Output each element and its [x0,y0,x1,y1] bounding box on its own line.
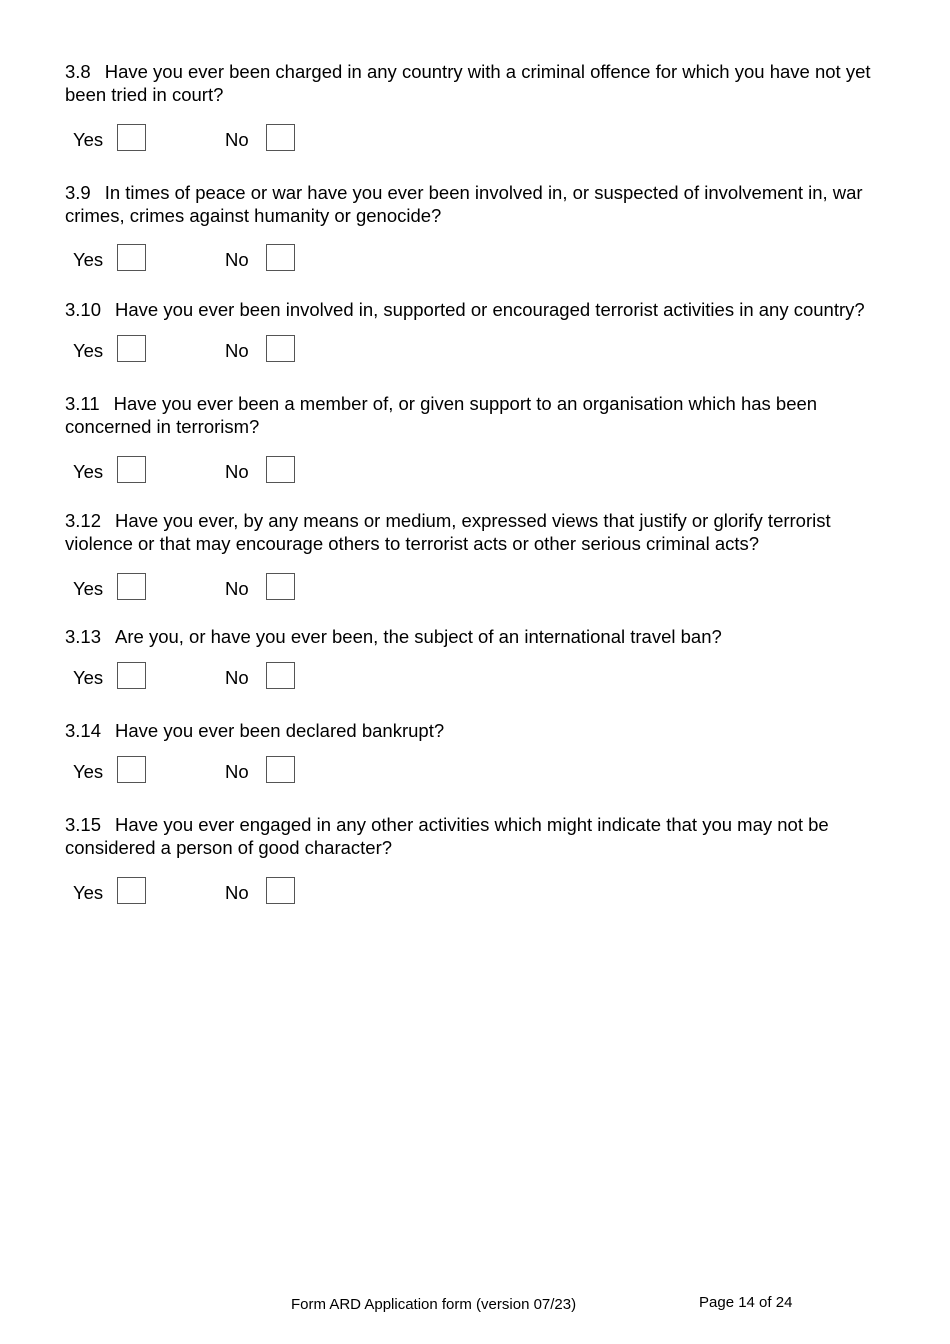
question-number: 3.8 [65,61,91,82]
question-number: 3.13 [65,626,102,647]
yes-label: Yes [73,578,104,599]
yes-checkbox[interactable] [117,335,146,362]
question-text [65,719,895,742]
question-number: 3.10 [65,299,102,320]
no-checkbox[interactable] [266,244,295,271]
question-label: Have you ever been involved in, supported or encouraged terrorist activities in any country? [115,299,865,320]
yes-checkbox[interactable] [117,662,146,689]
no-checkbox[interactable] [266,877,295,904]
no-label: No [225,667,249,688]
yes-checkbox[interactable] [117,124,146,151]
yes-label: Yes [73,461,104,482]
yes-label: Yes [73,882,104,903]
answer-options [65,244,895,276]
answer-options [65,877,895,909]
question-number: 3.14 [65,720,102,741]
yes-checkbox[interactable] [117,756,146,783]
question-3-10 [65,298,895,367]
yes-label: Yes [73,761,104,782]
question-label: Have you ever, by any means or medium, expressed views that justify or glorify terrorist violence or that may encourage others to terrorist acts or other serious criminal acts? [65,510,831,554]
question-text [65,625,895,648]
yes-label: Yes [73,249,104,270]
question-label: Have you ever been charged in any country with a criminal offence for which you have not yet been tried in court? [65,61,871,105]
question-text [65,813,895,859]
question-3-12 [65,509,895,605]
question-text [65,181,895,227]
question-3-13 [65,625,895,694]
question-number: 3.9 [65,182,91,203]
no-label: No [225,761,249,782]
footer-form-title: Form ARD Application form (version 07/23) [291,1296,577,1313]
no-label: No [225,882,249,903]
no-checkbox[interactable] [266,124,295,151]
no-label: No [225,249,249,270]
no-label: No [225,578,249,599]
question-text [65,298,895,321]
question-3-8 [65,60,895,156]
no-checkbox[interactable] [266,335,295,362]
question-3-9 [65,181,895,276]
question-text [65,60,895,106]
yes-checkbox[interactable] [117,456,146,483]
yes-checkbox[interactable] [117,244,146,271]
question-text [65,509,895,555]
question-label: Have you ever been declared bankrupt? [115,720,445,741]
yes-label: Yes [73,129,104,150]
question-3-14 [65,719,895,788]
no-checkbox[interactable] [266,662,295,689]
answer-options [65,662,895,694]
question-text [65,392,895,438]
no-label: No [225,129,249,150]
answer-options [65,335,895,367]
no-label: No [225,340,249,361]
question-3-15 [65,813,895,909]
question-number: 3.12 [65,510,102,531]
answer-options [65,124,895,156]
yes-checkbox[interactable] [117,877,146,904]
question-label: Are you, or have you ever been, the subject of an international travel ban? [115,626,722,647]
answer-options [65,573,895,605]
yes-label: Yes [73,340,104,361]
no-label: No [225,461,249,482]
answer-options [65,756,895,788]
question-3-11 [65,392,895,488]
question-label: Have you ever been a member of, or given support to an organisation which has been concerned in terrorism? [65,393,818,437]
answer-options [65,456,895,488]
question-label: Have you ever engaged in any other activities which might indicate that you may not be considered a person of good character? [65,814,829,858]
no-checkbox[interactable] [266,573,295,600]
yes-label: Yes [73,667,104,688]
question-number: 3.11 [65,393,100,414]
yes-checkbox[interactable] [117,573,146,600]
question-label: In times of peace or war have you ever been involved in, or suspected of involvement in, war crimes, crimes against humanity or genocide? [65,182,863,226]
no-checkbox[interactable] [266,456,295,483]
footer-page-number: Page 14 of 24 [699,1294,793,1311]
no-checkbox[interactable] [266,756,295,783]
question-number: 3.15 [65,814,102,835]
